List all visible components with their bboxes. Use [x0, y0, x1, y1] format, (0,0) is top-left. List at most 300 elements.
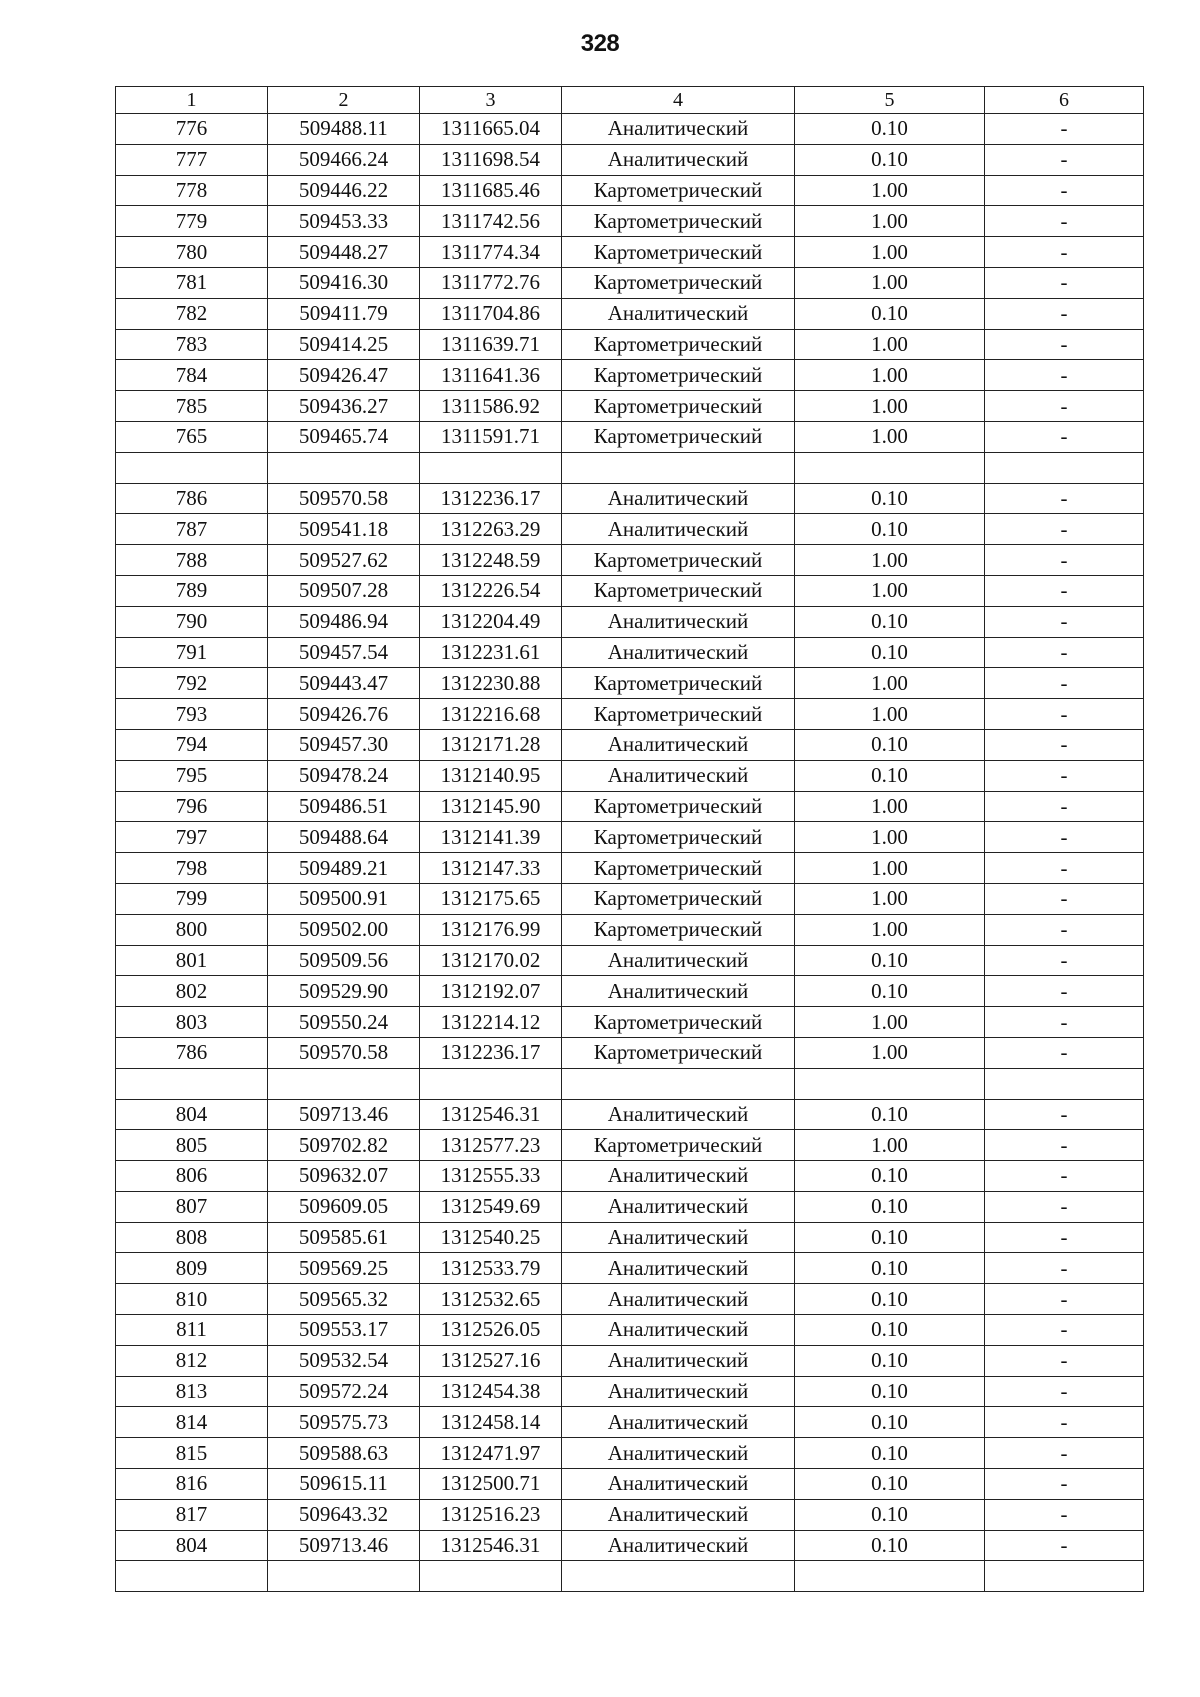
method-cell: Аналитический	[562, 976, 795, 1007]
method-cell: Аналитический	[562, 1315, 795, 1346]
point-number-cell	[116, 1561, 268, 1592]
note-cell: -	[985, 1253, 1144, 1284]
x-coordinate-cell: 509541.18	[268, 514, 420, 545]
x-coordinate-cell: 509446.22	[268, 175, 420, 206]
note-cell: -	[985, 914, 1144, 945]
point-number-cell: 812	[116, 1345, 268, 1376]
note-cell: -	[985, 760, 1144, 791]
method-cell: Аналитический	[562, 114, 795, 145]
note-cell: -	[985, 1469, 1144, 1500]
accuracy-cell: 1.00	[795, 668, 985, 699]
x-coordinate-cell: 509465.74	[268, 421, 420, 452]
table-row	[116, 760, 1144, 791]
table-row	[116, 729, 1144, 760]
accuracy-cell: 1.00	[795, 360, 985, 391]
note-cell: -	[985, 668, 1144, 699]
y-coordinate-cell: 1312263.29	[420, 514, 562, 545]
method-cell: Аналитический	[562, 1438, 795, 1469]
method-cell: Картометрический	[562, 668, 795, 699]
note-cell	[985, 1561, 1144, 1592]
method-cell: Картометрический	[562, 883, 795, 914]
method-cell: Аналитический	[562, 483, 795, 514]
accuracy-cell: 1.00	[795, 914, 985, 945]
table-row	[116, 1253, 1144, 1284]
method-cell: Картометрический	[562, 391, 795, 422]
table-row	[116, 1007, 1144, 1038]
y-coordinate-cell: 1312171.28	[420, 729, 562, 760]
accuracy-cell: 1.00	[795, 853, 985, 884]
y-coordinate-cell: 1312527.16	[420, 1345, 562, 1376]
table-row	[116, 853, 1144, 884]
method-cell: Аналитический	[562, 144, 795, 175]
note-cell: -	[985, 144, 1144, 175]
table-row	[116, 1130, 1144, 1161]
note-cell	[985, 1068, 1144, 1099]
x-coordinate-cell: 509414.25	[268, 329, 420, 360]
y-coordinate-cell: 1311698.54	[420, 144, 562, 175]
note-cell: -	[985, 945, 1144, 976]
x-coordinate-cell: 509570.58	[268, 1037, 420, 1068]
x-coordinate-cell: 509575.73	[268, 1407, 420, 1438]
point-number-cell: 798	[116, 853, 268, 884]
accuracy-cell: 1.00	[795, 575, 985, 606]
x-coordinate-cell: 509486.51	[268, 791, 420, 822]
method-cell: Картометрический	[562, 421, 795, 452]
note-cell: -	[985, 421, 1144, 452]
note-cell: -	[985, 237, 1144, 268]
point-number-cell: 799	[116, 883, 268, 914]
point-number-cell: 783	[116, 329, 268, 360]
y-coordinate-cell: 1312176.99	[420, 914, 562, 945]
method-cell: Картометрический	[562, 1007, 795, 1038]
y-coordinate-cell: 1312236.17	[420, 1037, 562, 1068]
point-number-cell: 808	[116, 1222, 268, 1253]
y-coordinate-cell: 1312141.39	[420, 822, 562, 853]
x-coordinate-cell: 509643.32	[268, 1499, 420, 1530]
point-number-cell	[116, 452, 268, 483]
note-cell: -	[985, 1499, 1144, 1530]
method-cell: Картометрический	[562, 575, 795, 606]
accuracy-cell: 0.10	[795, 1284, 985, 1315]
table-separator-row	[116, 452, 1144, 483]
accuracy-cell: 0.10	[795, 1191, 985, 1222]
x-coordinate-cell: 509570.58	[268, 483, 420, 514]
table-row	[116, 391, 1144, 422]
table-row	[116, 1530, 1144, 1561]
method-cell: Аналитический	[562, 1099, 795, 1130]
note-cell	[985, 452, 1144, 483]
accuracy-cell: 0.10	[795, 298, 985, 329]
note-cell: -	[985, 267, 1144, 298]
point-number-cell: 816	[116, 1469, 268, 1500]
table-row	[116, 144, 1144, 175]
note-cell: -	[985, 298, 1144, 329]
accuracy-cell: 1.00	[795, 883, 985, 914]
y-coordinate-cell: 1312170.02	[420, 945, 562, 976]
y-coordinate-cell	[420, 1561, 562, 1592]
note-cell: -	[985, 729, 1144, 760]
method-cell: Аналитический	[562, 1407, 795, 1438]
point-number-cell: 803	[116, 1007, 268, 1038]
accuracy-cell	[795, 1561, 985, 1592]
accuracy-cell: 1.00	[795, 1130, 985, 1161]
y-coordinate-cell: 1311742.56	[420, 206, 562, 237]
x-coordinate-cell: 509509.56	[268, 945, 420, 976]
accuracy-cell: 0.10	[795, 945, 985, 976]
y-coordinate-cell: 1312140.95	[420, 760, 562, 791]
y-coordinate-cell: 1311591.71	[420, 421, 562, 452]
note-cell: -	[985, 1007, 1144, 1038]
accuracy-cell: 0.10	[795, 1315, 985, 1346]
x-coordinate-cell: 509416.30	[268, 267, 420, 298]
note-cell: -	[985, 1345, 1144, 1376]
x-coordinate-cell: 509453.33	[268, 206, 420, 237]
note-cell: -	[985, 1438, 1144, 1469]
accuracy-cell: 0.10	[795, 606, 985, 637]
y-coordinate-cell: 1311641.36	[420, 360, 562, 391]
point-number-cell: 780	[116, 237, 268, 268]
method-cell: Аналитический	[562, 514, 795, 545]
y-coordinate-cell: 1312555.33	[420, 1161, 562, 1192]
x-coordinate-cell: 509565.32	[268, 1284, 420, 1315]
method-cell: Аналитический	[562, 760, 795, 791]
accuracy-cell: 1.00	[795, 267, 985, 298]
method-cell: Аналитический	[562, 298, 795, 329]
accuracy-cell: 1.00	[795, 421, 985, 452]
note-cell: -	[985, 1037, 1144, 1068]
y-coordinate-cell: 1312192.07	[420, 976, 562, 1007]
point-number-cell: 776	[116, 114, 268, 145]
y-coordinate-cell: 1311704.86	[420, 298, 562, 329]
point-number-cell: 815	[116, 1438, 268, 1469]
note-cell: -	[985, 1315, 1144, 1346]
point-number-cell: 797	[116, 822, 268, 853]
method-cell: Аналитический	[562, 1376, 795, 1407]
page-number: 328	[580, 30, 620, 57]
point-number-cell: 801	[116, 945, 268, 976]
table-separator-row	[116, 1068, 1144, 1099]
table-row	[116, 1407, 1144, 1438]
method-cell: Картометрический	[562, 360, 795, 391]
x-coordinate-cell: 509529.90	[268, 976, 420, 1007]
method-cell: Картометрический	[562, 206, 795, 237]
accuracy-cell: 1.00	[795, 206, 985, 237]
y-coordinate-cell: 1312214.12	[420, 1007, 562, 1038]
accuracy-cell: 0.10	[795, 760, 985, 791]
table-row	[116, 114, 1144, 145]
y-coordinate-cell: 1312540.25	[420, 1222, 562, 1253]
table-row	[116, 791, 1144, 822]
table-row	[116, 1469, 1144, 1500]
y-coordinate-cell: 1312549.69	[420, 1191, 562, 1222]
x-coordinate-cell: 509615.11	[268, 1469, 420, 1500]
accuracy-cell: 0.10	[795, 1469, 985, 1500]
x-coordinate-cell: 509426.76	[268, 699, 420, 730]
method-cell: Аналитический	[562, 606, 795, 637]
accuracy-cell: 0.10	[795, 1161, 985, 1192]
table-row	[116, 1345, 1144, 1376]
accuracy-cell: 1.00	[795, 699, 985, 730]
table-row	[116, 976, 1144, 1007]
point-number-cell: 787	[116, 514, 268, 545]
point-number-cell: 806	[116, 1161, 268, 1192]
note-cell: -	[985, 853, 1144, 884]
method-cell: Картометрический	[562, 822, 795, 853]
method-cell: Картометрический	[562, 237, 795, 268]
method-cell: Аналитический	[562, 729, 795, 760]
header-cell: 5	[795, 87, 985, 114]
x-coordinate-cell	[268, 452, 420, 483]
note-cell: -	[985, 1161, 1144, 1192]
table-row	[116, 637, 1144, 668]
table-row	[116, 1099, 1144, 1130]
accuracy-cell: 1.00	[795, 175, 985, 206]
y-coordinate-cell: 1311639.71	[420, 329, 562, 360]
point-number-cell: 805	[116, 1130, 268, 1161]
accuracy-cell: 0.10	[795, 514, 985, 545]
table-row	[116, 329, 1144, 360]
note-cell: -	[985, 791, 1144, 822]
point-number-cell: 786	[116, 483, 268, 514]
table-row	[116, 514, 1144, 545]
point-number-cell: 779	[116, 206, 268, 237]
table-row	[116, 945, 1144, 976]
point-number-cell: 811	[116, 1315, 268, 1346]
x-coordinate-cell: 509702.82	[268, 1130, 420, 1161]
x-coordinate-cell: 509457.30	[268, 729, 420, 760]
table-row	[116, 883, 1144, 914]
method-cell: Картометрический	[562, 545, 795, 576]
method-cell: Картометрический	[562, 914, 795, 945]
y-coordinate-cell: 1312454.38	[420, 1376, 562, 1407]
table-row	[116, 206, 1144, 237]
table-row	[116, 606, 1144, 637]
coordinates-table	[115, 86, 1144, 1592]
accuracy-cell: 0.10	[795, 483, 985, 514]
header-cell: 3	[420, 87, 562, 114]
x-coordinate-cell: 509588.63	[268, 1438, 420, 1469]
y-coordinate-cell: 1312546.31	[420, 1099, 562, 1130]
note-cell: -	[985, 1530, 1144, 1561]
x-coordinate-cell: 509426.47	[268, 360, 420, 391]
table-row	[116, 1161, 1144, 1192]
point-number-cell: 810	[116, 1284, 268, 1315]
table-row	[116, 237, 1144, 268]
table-header-row	[116, 87, 1144, 114]
table-row	[116, 668, 1144, 699]
table-row	[116, 267, 1144, 298]
y-coordinate-cell: 1312577.23	[420, 1130, 562, 1161]
accuracy-cell: 0.10	[795, 1376, 985, 1407]
point-number-cell: 786	[116, 1037, 268, 1068]
point-number-cell: 795	[116, 760, 268, 791]
accuracy-cell: 0.10	[795, 1253, 985, 1284]
point-number-cell: 814	[116, 1407, 268, 1438]
y-coordinate-cell: 1312236.17	[420, 483, 562, 514]
y-coordinate-cell: 1312546.31	[420, 1530, 562, 1561]
x-coordinate-cell: 509457.54	[268, 637, 420, 668]
note-cell: -	[985, 483, 1144, 514]
point-number-cell: 777	[116, 144, 268, 175]
point-number-cell	[116, 1068, 268, 1099]
accuracy-cell	[795, 1068, 985, 1099]
note-cell: -	[985, 114, 1144, 145]
table-row	[116, 483, 1144, 514]
x-coordinate-cell: 509502.00	[268, 914, 420, 945]
y-coordinate-cell: 1311774.34	[420, 237, 562, 268]
x-coordinate-cell: 509436.27	[268, 391, 420, 422]
y-coordinate-cell	[420, 452, 562, 483]
note-cell: -	[985, 883, 1144, 914]
y-coordinate-cell: 1312231.61	[420, 637, 562, 668]
table-row	[116, 822, 1144, 853]
y-coordinate-cell: 1312500.71	[420, 1469, 562, 1500]
table-row	[116, 914, 1144, 945]
table-row	[116, 298, 1144, 329]
accuracy-cell: 1.00	[795, 822, 985, 853]
point-number-cell: 790	[116, 606, 268, 637]
x-coordinate-cell: 509632.07	[268, 1161, 420, 1192]
table-row	[116, 1315, 1144, 1346]
note-cell: -	[985, 206, 1144, 237]
y-coordinate-cell: 1311685.46	[420, 175, 562, 206]
note-cell: -	[985, 637, 1144, 668]
table-row	[116, 1438, 1144, 1469]
method-cell: Аналитический	[562, 1161, 795, 1192]
table-row	[116, 1499, 1144, 1530]
note-cell: -	[985, 1376, 1144, 1407]
y-coordinate-cell: 1311586.92	[420, 391, 562, 422]
y-coordinate-cell: 1311665.04	[420, 114, 562, 145]
method-cell	[562, 1068, 795, 1099]
method-cell: Аналитический	[562, 1191, 795, 1222]
accuracy-cell: 0.10	[795, 1499, 985, 1530]
accuracy-cell: 1.00	[795, 1007, 985, 1038]
y-coordinate-cell: 1312532.65	[420, 1284, 562, 1315]
point-number-cell: 781	[116, 267, 268, 298]
note-cell: -	[985, 514, 1144, 545]
method-cell: Картометрический	[562, 1130, 795, 1161]
point-number-cell: 782	[116, 298, 268, 329]
method-cell: Аналитический	[562, 1345, 795, 1376]
accuracy-cell: 0.10	[795, 729, 985, 760]
y-coordinate-cell: 1312230.88	[420, 668, 562, 699]
y-coordinate-cell: 1312175.65	[420, 883, 562, 914]
x-coordinate-cell: 509532.54	[268, 1345, 420, 1376]
x-coordinate-cell: 509488.11	[268, 114, 420, 145]
method-cell: Картометрический	[562, 329, 795, 360]
table-body	[116, 87, 1144, 1592]
point-number-cell: 791	[116, 637, 268, 668]
x-coordinate-cell: 509486.94	[268, 606, 420, 637]
point-number-cell: 765	[116, 421, 268, 452]
method-cell: Картометрический	[562, 699, 795, 730]
x-coordinate-cell: 509550.24	[268, 1007, 420, 1038]
point-number-cell: 785	[116, 391, 268, 422]
header-cell: 1	[116, 87, 268, 114]
point-number-cell: 794	[116, 729, 268, 760]
x-coordinate-cell: 509572.24	[268, 1376, 420, 1407]
point-number-cell: 796	[116, 791, 268, 822]
table-row	[116, 1284, 1144, 1315]
accuracy-cell: 0.10	[795, 144, 985, 175]
y-coordinate-cell: 1312145.90	[420, 791, 562, 822]
accuracy-cell: 0.10	[795, 1222, 985, 1253]
accuracy-cell: 1.00	[795, 237, 985, 268]
point-number-cell: 804	[116, 1530, 268, 1561]
accuracy-cell: 1.00	[795, 391, 985, 422]
point-number-cell: 792	[116, 668, 268, 699]
accuracy-cell: 1.00	[795, 1037, 985, 1068]
table-separator-row	[116, 1561, 1144, 1592]
table-row	[116, 1376, 1144, 1407]
accuracy-cell: 0.10	[795, 1099, 985, 1130]
note-cell: -	[985, 1407, 1144, 1438]
method-cell: Аналитический	[562, 1222, 795, 1253]
method-cell	[562, 1561, 795, 1592]
table-row	[116, 575, 1144, 606]
accuracy-cell: 0.10	[795, 1345, 985, 1376]
x-coordinate-cell: 509411.79	[268, 298, 420, 329]
method-cell: Картометрический	[562, 175, 795, 206]
x-coordinate-cell	[268, 1068, 420, 1099]
x-coordinate-cell: 509448.27	[268, 237, 420, 268]
accuracy-cell: 0.10	[795, 1438, 985, 1469]
point-number-cell: 802	[116, 976, 268, 1007]
accuracy-cell: 1.00	[795, 791, 985, 822]
note-cell: -	[985, 175, 1144, 206]
y-coordinate-cell: 1312248.59	[420, 545, 562, 576]
x-coordinate-cell: 509527.62	[268, 545, 420, 576]
y-coordinate-cell	[420, 1068, 562, 1099]
method-cell: Аналитический	[562, 637, 795, 668]
y-coordinate-cell: 1312226.54	[420, 575, 562, 606]
point-number-cell: 778	[116, 175, 268, 206]
y-coordinate-cell: 1312216.68	[420, 699, 562, 730]
method-cell: Аналитический	[562, 1284, 795, 1315]
accuracy-cell: 1.00	[795, 329, 985, 360]
method-cell: Аналитический	[562, 1530, 795, 1561]
note-cell: -	[985, 976, 1144, 1007]
accuracy-cell: 0.10	[795, 637, 985, 668]
note-cell: -	[985, 1222, 1144, 1253]
header-cell: 4	[562, 87, 795, 114]
point-number-cell: 807	[116, 1191, 268, 1222]
point-number-cell: 817	[116, 1499, 268, 1530]
method-cell	[562, 452, 795, 483]
point-number-cell: 813	[116, 1376, 268, 1407]
table-row	[116, 1222, 1144, 1253]
x-coordinate-cell: 509489.21	[268, 853, 420, 884]
table-row	[116, 421, 1144, 452]
x-coordinate-cell: 509443.47	[268, 668, 420, 699]
x-coordinate-cell	[268, 1561, 420, 1592]
point-number-cell: 804	[116, 1099, 268, 1130]
accuracy-cell	[795, 452, 985, 483]
x-coordinate-cell: 509609.05	[268, 1191, 420, 1222]
table-row	[116, 360, 1144, 391]
note-cell: -	[985, 575, 1144, 606]
x-coordinate-cell: 509478.24	[268, 760, 420, 791]
accuracy-cell: 1.00	[795, 545, 985, 576]
point-number-cell: 789	[116, 575, 268, 606]
accuracy-cell: 0.10	[795, 114, 985, 145]
x-coordinate-cell: 509569.25	[268, 1253, 420, 1284]
y-coordinate-cell: 1312471.97	[420, 1438, 562, 1469]
method-cell: Картометрический	[562, 853, 795, 884]
method-cell: Аналитический	[562, 1469, 795, 1500]
table-row	[116, 699, 1144, 730]
